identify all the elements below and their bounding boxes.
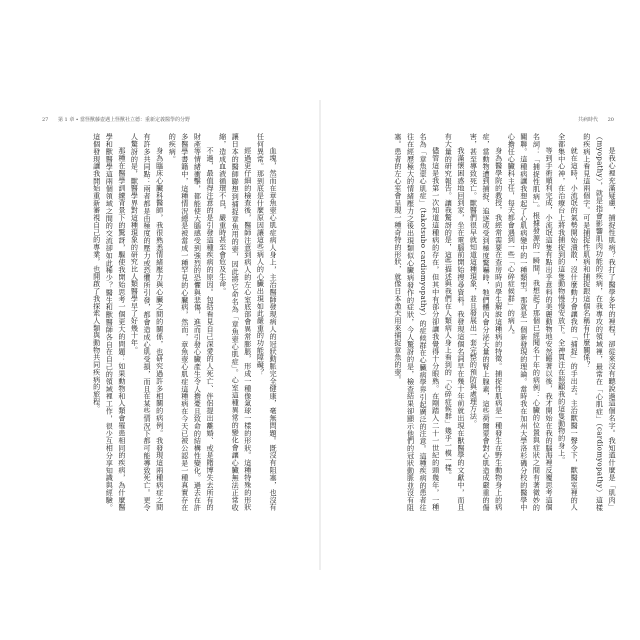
left-paragraph: 身為臨床心臟科醫師，我很熟悉情緒壓力與心臟之間的關係，也研究過許多相關的病例。我發現這兩種病症之間有許多共同點：兩者都是由極度的壓力或恐懼所引發，都會造成心肌受損，而且在某些情況下都可能導致死亡。更令人驚訝的是，獸醫學界對這種現象的研究比人類醫學早了好幾十年。 (130, 133, 165, 511)
right-running-head: 共病時代 (578, 117, 599, 123)
right-page-header (578, 117, 614, 123)
left-paragraph: 那種在醫學訓練背景下的驚訝，驅使我開始思考一個更大的問題：如果動物和人類會罹患相同的疾病，為什麼醫學和獸醫學這兩個領域之間的交流卻如此稀少？醫生和獸醫師各自在自己的領域裡工作，很少互相分享知識與經驗。這個發現讓我開始重新審視自己的專業，也開啟了我探索人類與動物共同疾病的旅程。 (92, 133, 127, 511)
right-paragraph: 等到手術順利完成，小流氓這隻有點出乎意料的美麗動物地安然睡著以後，我才開始在我的腦海裡反覆思考這個名詞：「捕捉性肌病」。根據發源的一瞬間，我想起了那個已經聞名十年的病例：心臟的位置與症狀之間有著微妙的關聯。這種病讓我想起了心肌病變中的一種類型，那就是一個新發現的理論。當時我在加州大學洛杉磯分校的醫學中心擔任心臟科主任，每天都會遇到一些「心碎症候群」的病人。 (507, 133, 555, 511)
right-body-text (344, 133, 618, 511)
left-body-text (46, 133, 279, 511)
right-page (320, 0, 640, 640)
left-page-header (42, 117, 190, 123)
right-page-number: 20 (607, 117, 614, 123)
left-page-number: 27 (42, 117, 49, 123)
left-running-head: 第 1 章 ∙ 當怪獸藤壺遇上怪獸社立德：重新定義醫學的分野 (57, 117, 190, 123)
left-paragraph: 經過更仔細的檢查後，醫師注意到病人的左心室底部會異常膨脹，形成一種像氣球一樣的形狀。這種特殊的形狀讓日本的醫師聯想到捕捉章魚用的壺，因此將它命名為「章魚壺心肌症」。心室這種異常的變化會讓心臟無法正常收縮，造成血液循環不良，嚴重時甚至會危及生命。 (218, 133, 253, 511)
right-paragraph: 是我心裡充滿疑慮，捕捉性肌病？我打了醫學多年的裡程，卻從來沒有聽說過這個名字。我知道什麼是「肌肉」（myopathy），就是指會影響肌肉功能的疾病，在我專攻的領域裡，最常在「心肌症」（cardiomyopathy）這樣的疾病上看見這兩個字。可是捕捉性肌病和捕捉跟這個名稱有什麼關係？ (582, 133, 617, 511)
right-paragraph: 就在這時，小流氓的氣勢開始潰散，沒什麼動力會讓我的「捕捉」的手出去。主治獸醫一聲令下，獸醫室裡的人全都集中心神，在治療台上將我捕捉到的這隻動物慢慢安放下。全神貫注在照顧我的這隻動物的身上。 (557, 133, 580, 511)
right-paragraph: 身為醫學院的教授，我經常需要在查房時向學生解說這種病的特徵。捕捉性肌病是一種發生在野生動物身上的病症，當動物遭到捕捉、追逐或受到極度驚嚇時，牠們體內會分泌大量的腎上腺素，這些荷爾蒙會對心肌造成嚴重的傷害，甚至導致死亡。獸醫們很早就知道這種現象，並且發展出一套完整的預防與處理方法。 (469, 133, 504, 511)
right-paragraph: 儘管這是我第一次知道這種病的存在，但其中有部分卻讓我覺得十分眼熟。在剛踏入二十一世紀的頭幾年，一種名為「章魚壺心肌症」（takotsubo cardiomyopathy）的症候群在心臟病學界引起廣泛的注意。這種疾病的患者往往在經歷極大的情緒壓力之後出現類似心臟病發作的症狀，今人驚訝的是，檢查結果卻顯示他們的冠狀動脈並沒有阻塞。患者的左心室會呈現一種奇特的形狀，就像日本漁夫用來捕捉章魚的壺。 (393, 133, 441, 511)
left-paragraph: 不過，最值得注意的是引發這種疾病的原因。包括看見自己深愛的人死亡、伴侶提出離婚、或是賭博失去所有的財產等情緒衝擊，都能使大腦感受到強烈的恐懼與悲傷，進而引發心臟產生令人擔憂且致命的結構性變化。過去在許多醫學書籍中，這種情況總是被當成一種罕見的心臟病，然而，章魚壺心肌症這種病在今天已被公認是一種真實存在的疾病。 (168, 133, 216, 511)
left-paragraph: 血塊，然而在章魚壺心肌症病人身上，主治醫師發現病人的冠狀動脈完全健康，毫無問題。既沒有阻塞，也沒有任何異常。那到底是什麼原因讓這些病人的心臟出現如此嚴重的功能障礙？ (256, 133, 278, 511)
right-paragraph: 我滿懷困惑地回到家，坐在電腦前開始搜尋資料。我發現這個名詞早在幾十年前就出現在獸醫學的文獻中，而且有大量的研究報告。讓我驚訝的是，這些描述與我們在人類病人身上看到的「心碎症候群」幾乎一模一樣。 (444, 133, 466, 511)
